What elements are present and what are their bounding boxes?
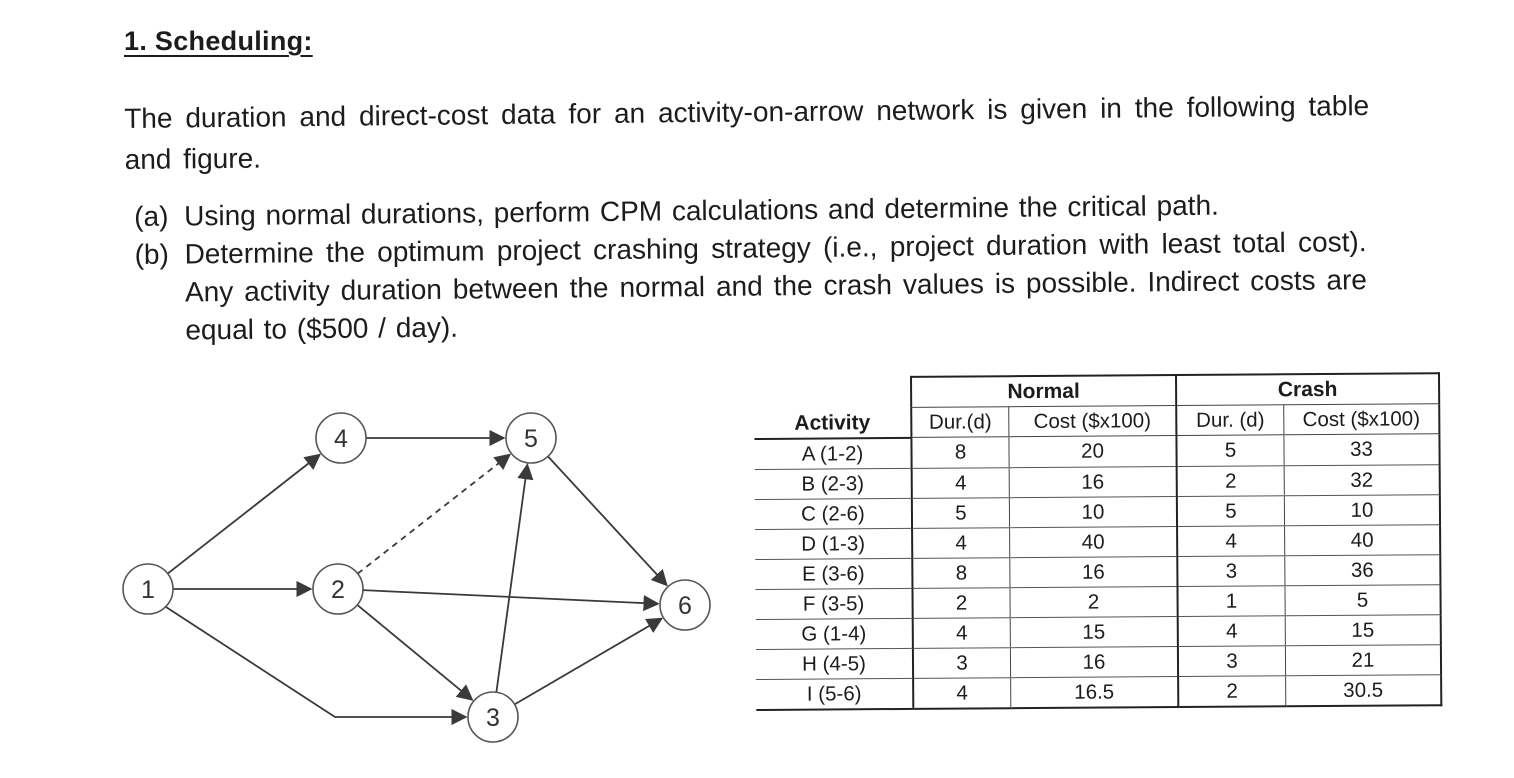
normal-duration-cell: 4 [913, 677, 1011, 708]
node-label: 1 [141, 576, 155, 604]
normal-duration-cell: 4 [912, 527, 1010, 558]
crash-cost-cell: 36 [1285, 554, 1441, 585]
normal-duration-cell: 3 [913, 647, 1011, 678]
crash-duration-header: Dur. (d) [1176, 405, 1284, 436]
crash-duration-cell: 2 [1177, 465, 1285, 496]
normal-cost-cell: 15 [1010, 616, 1178, 647]
node-3 [468, 692, 518, 742]
normal-group-header: Normal [911, 375, 1176, 407]
normal-cost-cell: 40 [1010, 526, 1178, 557]
table-row [755, 494, 1440, 529]
question-marker: (a) [134, 200, 169, 232]
normal-cost-cell: 16 [1009, 466, 1177, 497]
edge-2-5 [358, 455, 510, 574]
question-text: Using normal durations, perform CPM calculations and determine the critical path. [184, 189, 1219, 232]
edge-3-5 [496, 465, 527, 692]
crash-cost-cell: 33 [1284, 434, 1440, 466]
table-row [755, 554, 1440, 589]
normal-cost-cell: 20 [1009, 436, 1177, 468]
activity-cell: H (4-5) [756, 648, 913, 679]
crash-group-header: Crash [1176, 373, 1439, 405]
crash-duration-cell: 4 [1178, 615, 1286, 646]
activity-cell: A (1-2) [754, 437, 911, 469]
intro-paragraph: The duration and direct-cost data for an activity-on-arrow network is given in the following table and figure. [124, 89, 1370, 175]
crash-cost-cell: 30.5 [1286, 674, 1442, 706]
crash-cost-cell: 21 [1285, 644, 1441, 675]
node-6 [660, 580, 710, 630]
crash-duration-cell: 3 [1178, 645, 1286, 676]
activity-cost-table [754, 372, 1442, 710]
edge-1-3 [166, 607, 466, 717]
activity-cell: B (2-3) [755, 468, 912, 499]
network-nodes [123, 413, 710, 742]
node-1 [123, 564, 173, 614]
table-row [755, 524, 1440, 559]
node-5 [506, 413, 556, 463]
blank-header-cell [754, 377, 911, 409]
node-label: 5 [524, 425, 538, 453]
normal-duration-cell: 5 [912, 497, 1010, 528]
question-marker: (b) [134, 238, 169, 270]
activity-cell: F (3-5) [755, 588, 912, 619]
normal-duration-cell: 8 [911, 437, 1009, 468]
edge-1-4 [168, 455, 320, 574]
normal-cost-cell: 2 [1010, 586, 1178, 617]
question-list [134, 185, 1368, 350]
table-row [756, 644, 1441, 679]
activity-table-body [754, 434, 1441, 710]
normal-duration-header: Dur.(d) [911, 407, 1009, 438]
node-label: 6 [678, 592, 692, 620]
crash-duration-cell: 4 [1177, 525, 1285, 556]
crash-cost-cell: 10 [1284, 494, 1440, 525]
table-row [754, 434, 1439, 469]
normal-cost-cell: 10 [1009, 496, 1177, 527]
activity-cell: C (2-6) [755, 498, 912, 529]
crash-duration-cell: 5 [1177, 495, 1285, 526]
node-label: 2 [331, 576, 345, 604]
table-subheader-row [754, 404, 1439, 439]
section-heading: 1. Scheduling: [124, 26, 313, 56]
activity-cell: I (5-6) [756, 678, 913, 710]
crash-duration-cell: 1 [1177, 585, 1285, 616]
normal-cost-header: Cost ($x100) [1009, 406, 1177, 437]
activity-cell: G (1-4) [756, 618, 913, 649]
edge-3-6 [515, 619, 662, 705]
node-2 [313, 564, 363, 614]
normal-duration-cell: 2 [912, 587, 1010, 618]
table-row [755, 584, 1440, 619]
node-label: 4 [334, 425, 348, 453]
activity-network-diagram [100, 395, 740, 745]
question-item [134, 223, 1367, 350]
question-text: Determine the optimum project crashing strategy (i.e., project duration with least total cost). Any activity duration between the normal and the crash values is possible. Indirect costs are equal to ($500 / day). [184, 226, 1368, 346]
normal-cost-cell: 16 [1010, 556, 1178, 587]
normal-cost-cell: 16 [1010, 646, 1178, 677]
activity-column-header: Activity [754, 407, 911, 438]
table-row [756, 674, 1441, 709]
normal-cost-cell: 16.5 [1011, 676, 1179, 708]
normal-duration-cell: 4 [913, 617, 1011, 648]
crash-cost-header: Cost ($x100) [1284, 404, 1440, 435]
node-label: 3 [486, 704, 500, 732]
activity-cell: E (3-6) [755, 558, 912, 589]
crash-cost-cell: 15 [1285, 614, 1441, 645]
edge-2-3 [357, 605, 472, 700]
crash-duration-cell: 2 [1178, 675, 1286, 706]
normal-duration-cell: 8 [912, 557, 1010, 588]
table-row [756, 614, 1441, 649]
activity-cell: D (1-3) [755, 528, 912, 559]
table-group-header-row [754, 373, 1439, 408]
crash-duration-cell: 3 [1177, 555, 1285, 586]
network-edges [166, 438, 667, 717]
edge-5-6 [548, 456, 667, 585]
node-4 [316, 413, 366, 463]
crash-cost-cell: 32 [1284, 464, 1440, 495]
crash-cost-cell: 5 [1285, 584, 1441, 615]
normal-duration-cell: 4 [912, 467, 1010, 498]
crash-duration-cell: 5 [1176, 435, 1284, 466]
table-row [755, 464, 1440, 499]
crash-cost-cell: 40 [1285, 524, 1441, 555]
